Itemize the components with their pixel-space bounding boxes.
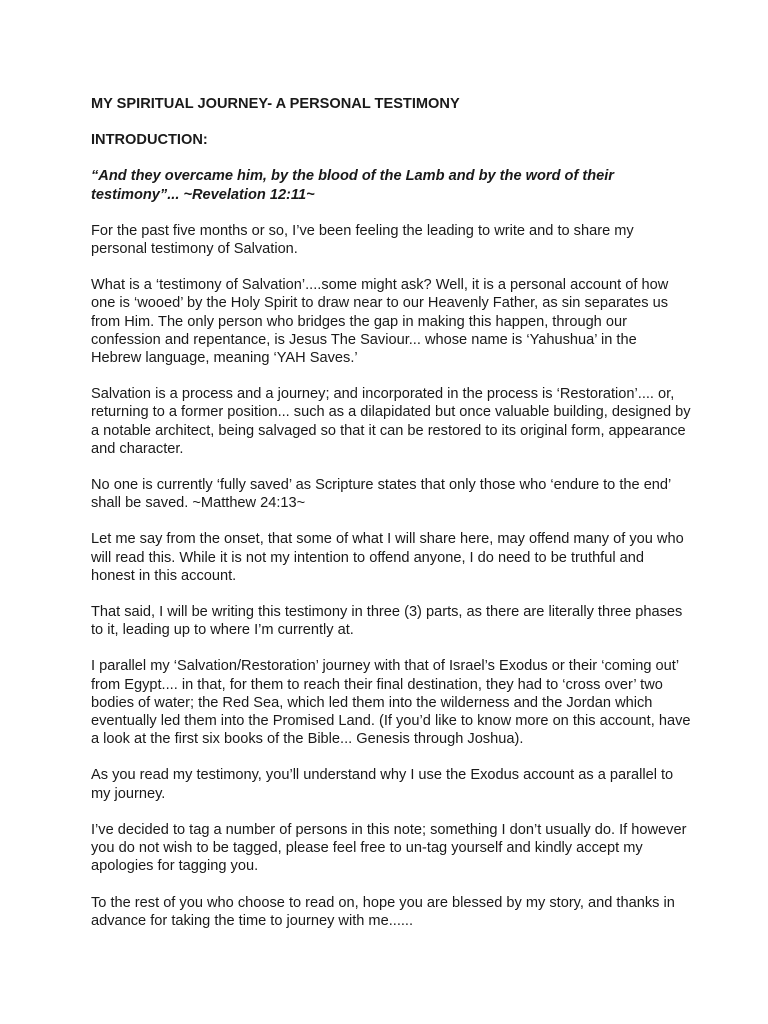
paragraph: That said, I will be writing this testimony in three (3) parts, as there are literally three phases to it, leading up to where I’m currently at. <box>91 604 683 639</box>
paragraph: Let me say from the onset, that some of what I will share here, may offend many of you who will read this. While it is not my intention to offend anyone, I do need to be truthful and honest in this account. <box>91 531 684 584</box>
paragraph: To the rest of you who choose to read on, hope you are blessed by my story, and thanks in advance for taking the time to journey with me...... <box>91 894 675 929</box>
paragraph: What is a ‘testimony of Salvation’....some might ask? Well, it is a personal account of how one is ‘wooed’ by the Holy Spirit to draw near to our Heavenly Father, as sin separates us from Him. The only person who bridges the gap in making this happen, through our confession and repentance, is Jesus The Saviour... whose name is ‘Yahushua’ in the Hebrew language, meaning ‘YAH Saves.’ <box>91 277 669 367</box>
section-heading: INTRODUCTION: <box>91 132 208 149</box>
document-page <box>91 95 691 948</box>
paragraph: Salvation is a process and a journey; and incorporated in the process is ‘Restoration’.... or, returning to a former position... such as a dilapidated but once valuable building, designed by a notable architect, being salvaged so that it can be restored to its original form, appearance and character. <box>91 386 691 457</box>
scripture-quote: “And they overcame him, by the blood of the Lamb and by the word of their testimony”... ~Revelation 12:11~ <box>91 168 614 203</box>
paragraph: I’ve decided to tag a number of persons in this note; something I don’t usually do. If however you do not wish to be tagged, please feel free to un-tag yourself and kindly accept my apologies for tagging you. <box>91 821 687 875</box>
paragraph: As you read my testimony, you’ll understand why I use the Exodus account as a parallel to my journey. <box>91 767 674 802</box>
document-title: MY SPIRITUAL JOURNEY- A PERSONAL TESTIMONY <box>91 96 460 112</box>
paragraph: I parallel my ‘Salvation/Restoration’ journey with that of Israel’s Exodus or their ‘coming out’ from Egypt.... in that, for them to reach their final destination, they had to ‘cross over’ two bodies of water; the Red Sea, which led them into the wilderness and the Jordan which eventually led them into the Promised Land. (If you’d like to know more on this account, have a look at the first six books of the Bible... Genesis through Joshua). <box>91 658 691 748</box>
paragraph: No one is currently ‘fully saved’ as Scripture states that only those who ‘endure to the end’ shall be saved. ~Matthew 24:13~ <box>91 477 671 512</box>
paragraph: For the past five months or so, I’ve been feeling the leading to write and to share my personal testimony of Salvation. <box>91 222 634 258</box>
